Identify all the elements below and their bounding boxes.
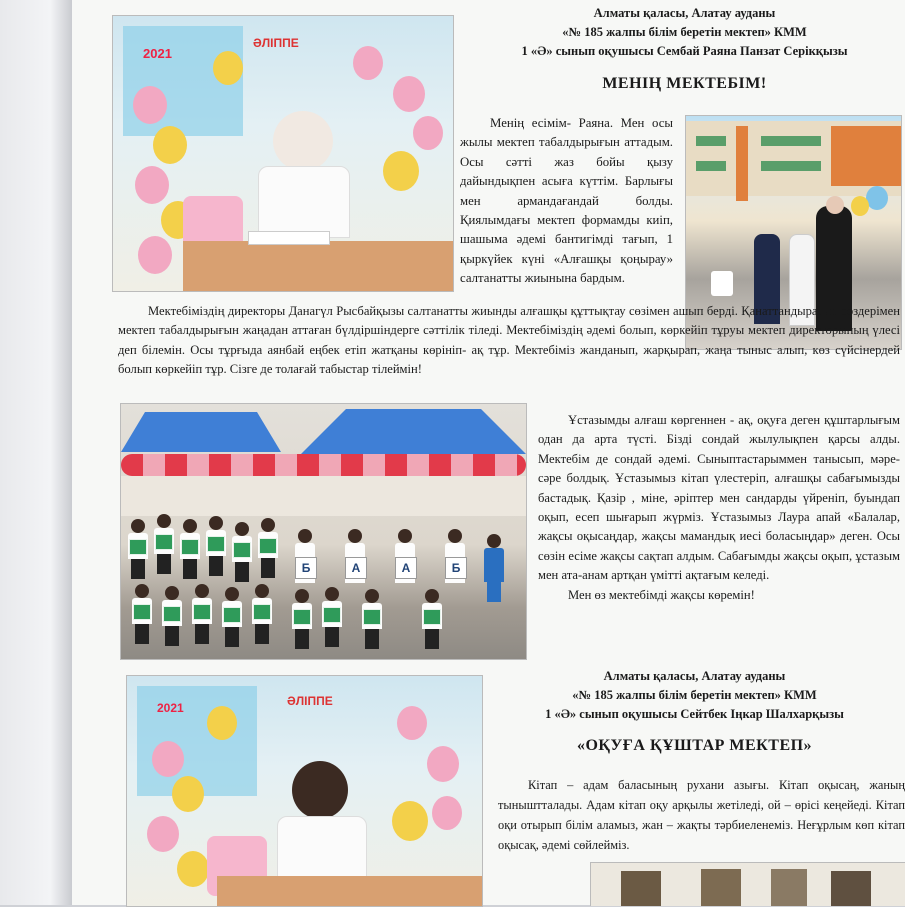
year-label: 2021 <box>157 701 184 715</box>
student-front-row <box>321 587 343 649</box>
letter-card: А <box>345 557 367 579</box>
header-line-student: 1 «Ә» сынып оқушысы Сейтбек Іңкар Шалхарқызы <box>545 707 844 721</box>
letter-card: Б <box>445 557 467 579</box>
header-line-school: «№ 185 жалпы білім беретін мектеп» КММ <box>572 688 817 702</box>
photo-girl-at-desk-1 <box>112 15 454 292</box>
balloon <box>207 706 237 740</box>
page-binding-edge <box>0 0 72 905</box>
letter-card: А <box>395 557 417 579</box>
balloon <box>353 46 383 80</box>
wall-frame <box>771 869 807 906</box>
director-text: Мектебіміздің директоры Данагүл Рысбайқызы салтанатты жиынды алғашқы құттықтау сөзімен ашып берді. Қанаттандыратын сөздерімен мектеп табалдырығын жаңадан аттаған бүлдіршіндерге сәттілік тіледі. Мектебіміздің әдемі болып, көркейіп тұруы мектеп директорының үлесі деп білемін. Осы тұрғыда аянбай еңбек етіп жатқаны көрініп- ақ тұр. Мектебіміз жанданып, жарқырап, жаңа тыныс алып, көз сүйсінердей болып көркейіп тұр. Сізге де толағай табыстар тілеймін! <box>118 304 900 377</box>
wall-frame <box>701 869 741 906</box>
article2-text: Кітап – адам баласының рухани азығы. Кітап оқысаң, жаның тыныштталады. Адам кітап оқу арқылы жетіледі, ой – өрісі кеңейеді. Кітап оқи отырып білім аламыз, жан – жақты тәрбиеленеміз. Неғұрлым көп кітап оқысақ, әдемі сөйлейміз. <box>498 778 905 852</box>
article1-intro-paragraph <box>460 114 673 289</box>
open-book <box>248 231 330 245</box>
window <box>761 136 821 146</box>
article1-teacher-paragraph <box>538 411 900 605</box>
balloon <box>427 746 459 782</box>
photo-classroom-wall <box>590 862 905 906</box>
flower-pot <box>711 271 733 296</box>
balloon <box>152 741 184 777</box>
balloon <box>432 796 462 830</box>
student-figure <box>205 516 227 578</box>
article2-title: «ОҚУҒА ҚҰШТАР МЕКТЕП» <box>576 737 813 754</box>
girl-head <box>292 761 348 819</box>
desk <box>217 876 482 906</box>
header-line-city: Алматы қаласы, Алатау ауданы <box>603 669 786 683</box>
balloon <box>392 801 428 841</box>
student-front-row <box>221 587 243 649</box>
year-label: 2021 <box>143 46 172 61</box>
student-front-row <box>131 584 153 646</box>
balloon <box>153 126 187 164</box>
intro-text: Менің есімім- Раяна. Мен осы жылы мектеп табалдырығын аттадым. Осы сәтті жаз бойы қызу дайындықпен асыға күттім. Барлығы мен армандағандай болды. Қиялымдағы мектеп формамды киіп, шашыма әдемі бантигімді тағып, 1 қыркүйек күні «Алғашқы қоңырау» салтанатты жиынына бардым. <box>460 116 673 286</box>
balloon <box>172 776 204 812</box>
window <box>696 136 726 146</box>
alippe-banner: ӘЛІППЕ <box>287 694 333 708</box>
student-with-letter <box>293 529 317 591</box>
header-line-school: «№ 185 жалпы білім беретін мектеп» КММ <box>562 25 807 39</box>
student-figure <box>179 519 201 581</box>
girl-head <box>273 111 333 171</box>
student-front-row <box>161 586 183 648</box>
student-with-letter <box>443 529 467 591</box>
header-line-student: 1 «Ә» сынып оқушысы Сембай Раяна Панзат Серікқызы <box>521 44 848 58</box>
girl-blouse <box>277 816 367 878</box>
student-front-row <box>361 589 383 651</box>
article2-header <box>484 667 905 724</box>
balloon <box>213 51 243 85</box>
window <box>761 161 821 171</box>
balloon <box>138 236 172 274</box>
balloon <box>393 76 425 112</box>
article1-director-paragraph <box>118 302 900 380</box>
wall-frame <box>621 871 661 906</box>
girl-blouse <box>258 166 350 238</box>
alippe-banner: ӘЛІППЕ <box>253 36 299 50</box>
student-front-row <box>421 589 443 651</box>
balloon <box>133 86 167 124</box>
newspaper-page <box>72 0 905 905</box>
building-wing <box>831 126 901 186</box>
balloon <box>383 151 419 191</box>
article2-paragraph <box>498 775 905 855</box>
teacher-text: Ұстазымды алғаш көргеннен - ақ, оқуға деген құштарлығым одан да арта түсті. Бізді сондай жылулықпен қарсы алды. Мектебім де сондай әдемі. Сыныптастарыммен танысып, мәре- сәре болдық. Ұстазымыз кітап үлестеріп, алғашқы сабағымызды бастадық. Қазір , міне, әріптер мен сандарды үйреніп, буындап оқып, есеп шығарып жүрміз. Ұстазымыз Лаура апай «Балалар, жақсы оқысаңдар, жақсы мамандық иесі боласыңдар» деген. Осы сөзін есіме жақсы сақтап алдым. Сабағымды жақсы оқып, ұстазым мен ата-анам артқан үмітті ақтағым келеді. <box>538 413 900 583</box>
school-wall <box>121 476 526 516</box>
student-figure <box>127 519 149 581</box>
student-with-letter <box>343 529 367 591</box>
header-line-city: Алматы қаласы, Алатау ауданы <box>593 6 776 20</box>
balloon-garland <box>121 454 526 476</box>
balloon <box>866 186 888 210</box>
student-with-letter <box>393 529 417 591</box>
balloon <box>135 166 169 204</box>
article1-title: МЕНІҢ МЕКТЕБІМ! <box>602 75 767 92</box>
balloon <box>851 196 869 216</box>
student-boy-blue <box>481 534 507 596</box>
window <box>696 161 726 171</box>
balloon <box>177 851 209 887</box>
balloon <box>397 706 427 740</box>
student-front-row <box>291 589 313 651</box>
tent-left <box>121 412 281 452</box>
desk <box>183 241 453 291</box>
photo-girl-at-desk-2 <box>126 675 483 907</box>
photo-class-group <box>120 403 527 660</box>
student-front-row <box>251 584 273 646</box>
student-front-row <box>191 584 213 646</box>
student-figure <box>231 522 253 584</box>
letter-card: Б <box>295 557 317 579</box>
balloon <box>147 816 179 852</box>
closing-text: Мен өз мектебімді жақсы көремін! <box>568 587 755 602</box>
student-figure <box>257 518 279 580</box>
article1-header <box>464 4 905 61</box>
balloon <box>413 116 443 150</box>
wall-frame <box>831 871 871 906</box>
student-figure <box>153 514 175 576</box>
teacher-head <box>826 196 844 214</box>
building-column <box>736 126 748 201</box>
